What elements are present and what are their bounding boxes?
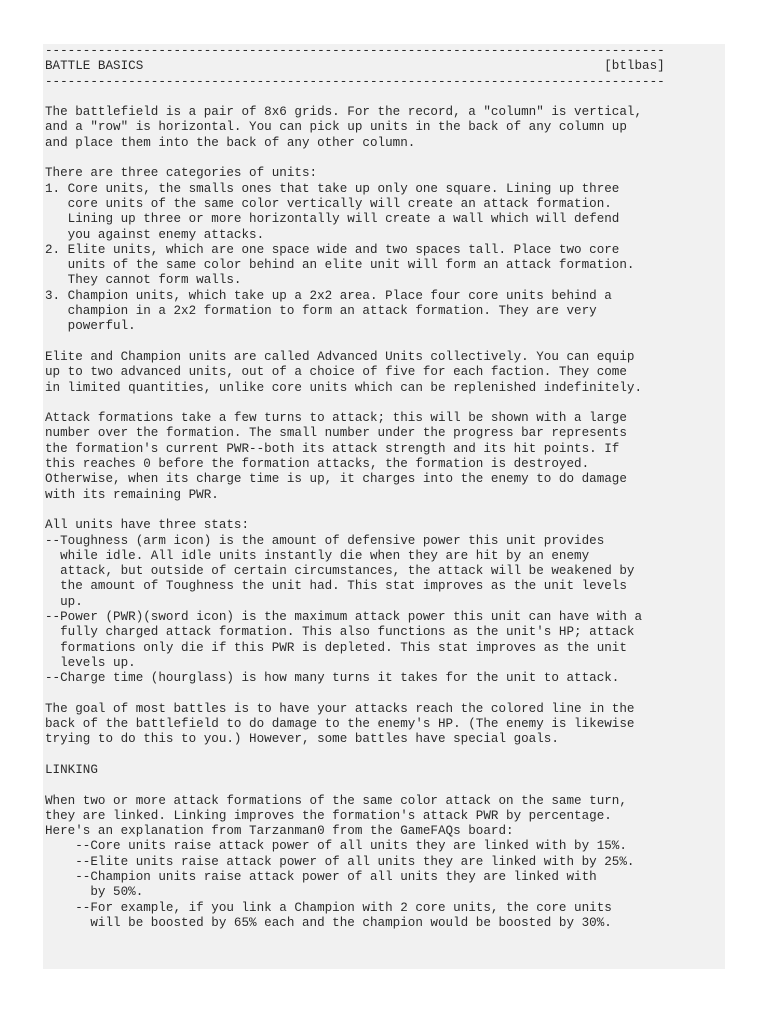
text-line: they are linked. Linking improves the formation's attack PWR by percentage. <box>45 808 612 823</box>
text-line: All units have three stats: <box>45 518 250 533</box>
text-line: Lining up three or more horizontally will create a wall which will defend <box>45 212 620 227</box>
text-line: --Elite units raise attack power of all units they are linked with by 25%. <box>45 854 635 869</box>
text-line: 1. Core units, the smalls ones that take up only one square. Lining up three <box>45 181 620 196</box>
text-line: Elite and Champion units are called Advanced Units collectively. You can equip <box>45 349 635 364</box>
text-line: Here's an explanation from Tarzanman0 from the GameFAQs board: <box>45 824 514 839</box>
text-line: --Champion units raise attack power of all units they are linked with <box>45 870 597 885</box>
text-line: up to two advanced units, out of a choice of five for each faction. They come <box>45 365 627 380</box>
text-line: 3. Champion units, which take up a 2x2 area. Place four core units behind a <box>45 288 612 303</box>
text-line: and a "row" is horizontal. You can pick up units in the back of any column up <box>45 120 627 135</box>
text-line: while idle. All idle units instantly die when they are hit by an enemy <box>45 548 590 563</box>
text-line: core units of the same color vertically will create an attack formation. <box>45 196 612 211</box>
text-line: LINKING <box>45 762 98 777</box>
text-line: levels up. <box>45 655 136 670</box>
text-line: fully charged attack formation. This also functions as the unit's HP; attack <box>45 625 635 640</box>
text-line: --For example, if you link a Champion with 2 core units, the core units <box>45 900 612 915</box>
text-line: Otherwise, when its charge time is up, it charges into the enemy to do damage <box>45 472 627 487</box>
text-line: --Core units raise attack power of all units they are linked with by 15%. <box>45 839 627 854</box>
text-line: There are three categories of units: <box>45 166 318 181</box>
text-line: in limited quantities, unlike core units which can be replenished indefinitely. <box>45 380 643 395</box>
text-line: champion in a 2x2 formation to form an attack formation. They are very <box>45 304 597 319</box>
text-line: with its remaining PWR. <box>45 487 219 502</box>
text-line: Attack formations take a few turns to attack; this will be shown with a large <box>45 411 627 426</box>
text-line: --Power (PWR)(sword icon) is the maximum attack power this unit can have with a <box>45 609 643 624</box>
text-line: BATTLE BASICS [btlbas] <box>45 59 665 74</box>
separator-line: ---------------------------------------------------------------------------------- <box>45 44 665 58</box>
text-line: back of the battlefield to do damage to the enemy's HP. (The enemy is likewise <box>45 717 635 732</box>
text-line: and place them into the back of any other column. <box>45 135 416 150</box>
text-line: powerful. <box>45 319 136 334</box>
text-line: by 50%. <box>45 885 144 900</box>
text-line: The goal of most battles is to have your attacks reach the colored line in the <box>45 701 635 716</box>
document-page <box>43 44 725 969</box>
text-line: formations only die if this PWR is depleted. This stat improves as the unit <box>45 640 627 655</box>
text-line: the amount of Toughness the unit had. This stat improves as the unit levels <box>45 579 627 594</box>
text-line: The battlefield is a pair of 8x6 grids. For the record, a "column" is vertical, <box>45 105 643 120</box>
text-line: attack, but outside of certain circumstances, the attack will be weakened by <box>45 564 635 579</box>
text-line: --Charge time (hourglass) is how many turns it takes for the unit to attack. <box>45 671 620 686</box>
text-line: the formation's current PWR--both its attack strength and its hit points. If <box>45 441 620 456</box>
separator-line: ---------------------------------------------------------------------------------- <box>45 74 665 89</box>
document-text <box>45 44 665 931</box>
text-line: 2. Elite units, which are one space wide and two spaces tall. Place two core <box>45 242 620 257</box>
text-line: you against enemy attacks. <box>45 227 265 242</box>
text-line: When two or more attack formations of the same color attack on the same turn, <box>45 793 627 808</box>
text-line: --Toughness (arm icon) is the amount of defensive power this unit provides <box>45 533 605 548</box>
text-line: this reaches 0 before the formation attacks, the formation is destroyed. <box>45 457 590 472</box>
text-line: will be boosted by 65% each and the champion would be boosted by 30%. <box>45 915 612 930</box>
text-line: units of the same color behind an elite unit will form an attack formation. <box>45 258 635 273</box>
text-line: number over the formation. The small number under the progress bar represents <box>45 426 627 441</box>
text-line: trying to do this to you.) However, some battles have special goals. <box>45 732 559 747</box>
text-line: up. <box>45 594 83 609</box>
text-line: They cannot form walls. <box>45 273 242 288</box>
